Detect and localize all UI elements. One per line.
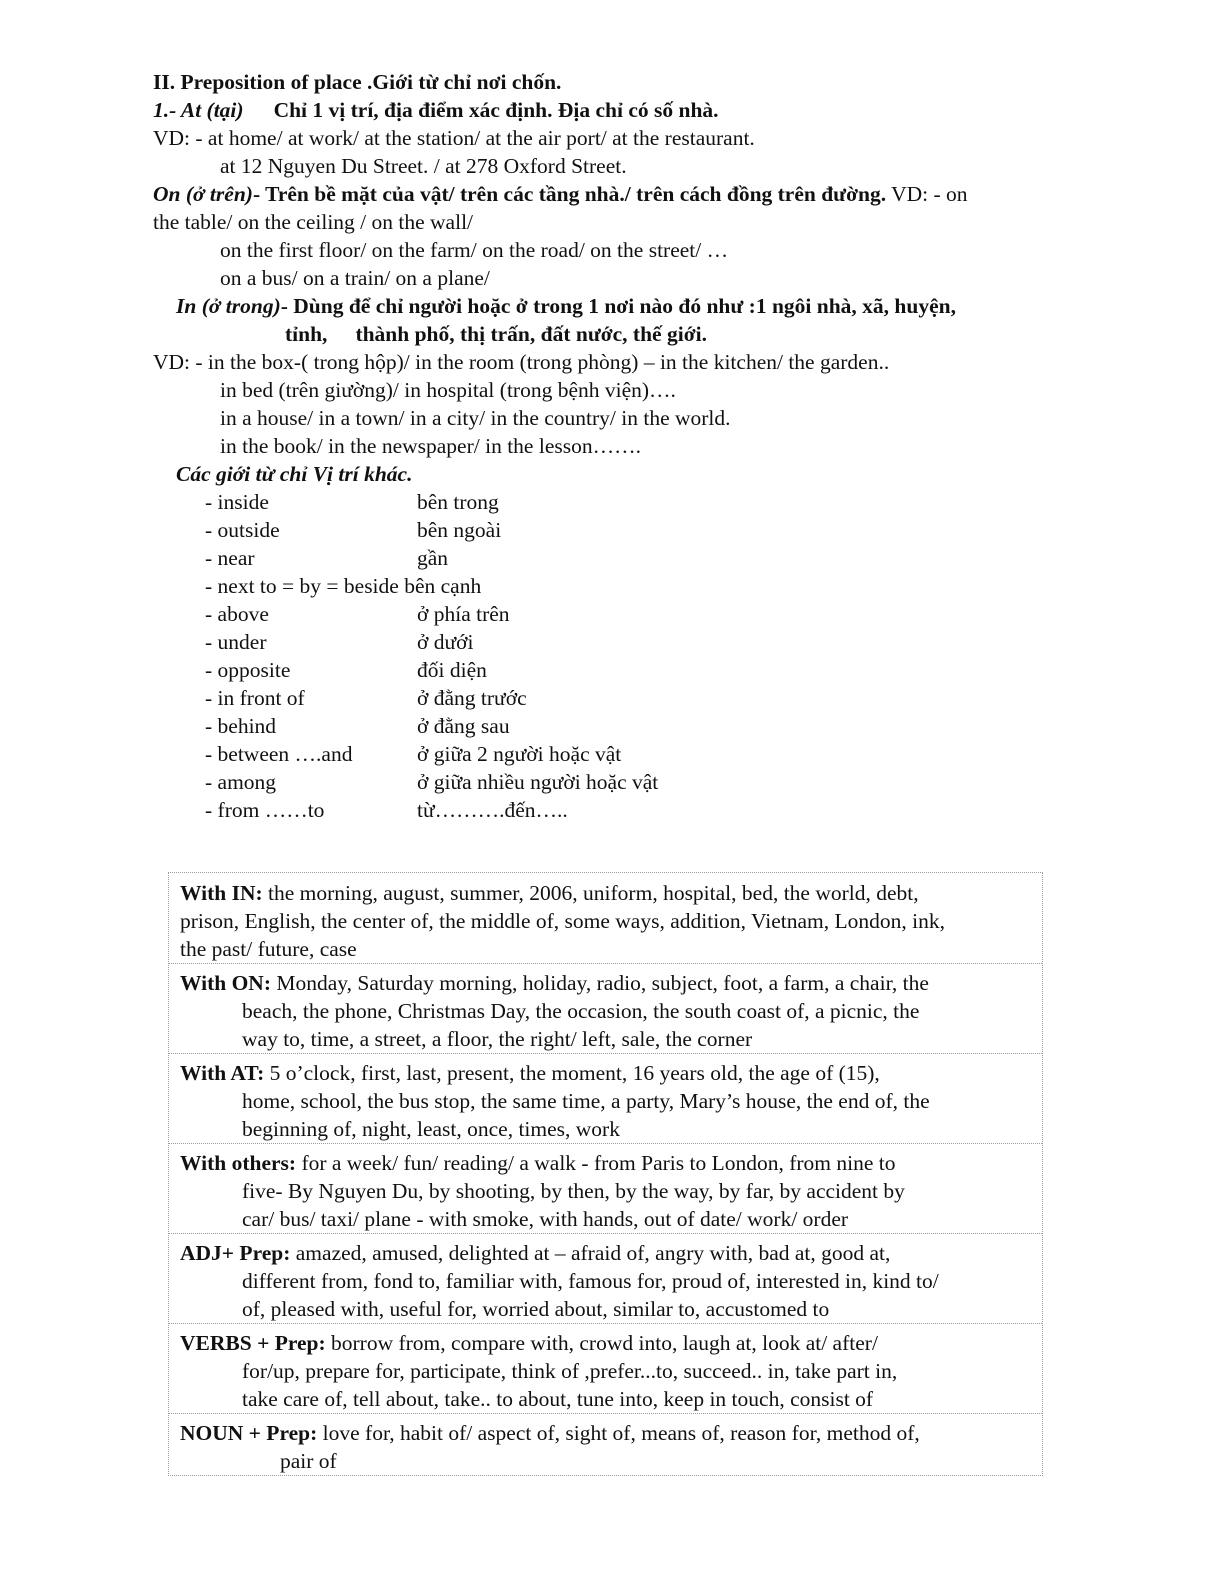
in-example-4: in the book/ in the newspaper/ in the lesson……. [220,434,641,458]
list-item [205,600,1073,628]
preposition-vi: ở giữa nhiều người hoặc vật [417,770,659,794]
on-description: - Trên bề mặt của vật/ trên các tầng nhà./ trên cách đồng trên đường. [252,182,887,206]
on-heading-line [153,180,1073,208]
list-item [205,628,1073,656]
table-row [169,873,1042,963]
row-text: different from, fond to, familiar with, famous for, proud of, interested in, kind to/ [242,1269,939,1293]
row-label: With others: [180,1151,297,1175]
preposition-vi: ở giữa 2 người hoặc vật [417,742,622,766]
row-text: prison, English, the center of, the middle of, some ways, addition, Vietnam, London, ink, [180,909,946,933]
row-text: amazed, amused, delighted at – afraid of, angry with, bad at, good at, [295,1241,891,1265]
preposition-vi: bên trong [417,490,499,514]
preposition-vi: từ……….đến….. [417,798,568,822]
row-text: borrow from, compare with, crowd into, laugh at, look at/ after/ [331,1331,878,1355]
row-text: take care of, tell about, take.. to about, tune into, keep in touch, consist of [242,1387,874,1411]
preposition-en: - under [205,630,267,654]
row-text: five- By Nguyen Du, by shooting, by then, by the way, by far, by accident by [242,1179,905,1203]
preposition-vi: ở đằng trước [417,686,527,710]
list-item [205,712,1073,740]
preposition-en: - opposite [205,658,291,682]
in-label: In (ở trong) [176,294,281,318]
table-row [169,1323,1042,1413]
row-text: for a week/ fun/ reading/ a walk - from Paris to London, from nine to [301,1151,896,1175]
at-label: 1.- At (tại) [153,98,244,122]
row-text: the morning, august, summer, 2006, uniform, hospital, bed, the world, debt, [268,881,919,905]
preposition-vi: gần [417,546,449,570]
row-text: of, pleased with, useful for, worried about, similar to, accustomed to [242,1297,830,1321]
list-item [205,544,1073,572]
preposition-vi: ở đằng sau [417,714,510,738]
preposition-en: - among [205,770,277,794]
row-label: ADJ+ Prep: [180,1241,291,1265]
list-item [205,572,1073,600]
on-example-3: on a bus/ on a train/ on a plane/ [220,266,490,290]
list-item [205,656,1073,684]
row-text: the past/ future, case [180,937,357,961]
preposition-en: - between ….and [205,742,353,766]
list-item [205,796,1073,824]
in-example-1: VD: - in the box-( trong hộp)/ in the room (trong phòng) – in the kitchen/ the garden.. [153,350,890,374]
row-text: car/ bus/ taxi/ plane - with smoke, with hands, out of date/ work/ order [242,1207,849,1231]
in-description-1: - Dùng để chỉ người hoặc ở trong 1 nơi nào đó như :1 ngôi nhà, xã, huyện, [280,294,956,318]
list-item [205,488,1073,516]
preposition-vi: ở phía trên [417,602,510,626]
in-example-2: in bed (trên giường)/ in hospital (trong bệnh viện)…. [220,378,676,402]
preposition-vi: bên ngoài [417,518,502,542]
preposition-en: - inside [205,490,269,514]
row-label: VERBS + Prep: [180,1331,326,1355]
row-text: way to, time, a street, a floor, the right/ left, sale, the corner [242,1027,753,1051]
in-example-3: in a house/ in a town/ in a city/ in the country/ in the world. [220,406,731,430]
at-example-1: VD: - at home/ at work/ at the station/ at the air port/ at the restaurant. [153,126,755,150]
table-row [169,1413,1042,1475]
preposition-vi: đối diện [417,658,487,682]
preposition-en: - above [205,602,269,626]
at-description: Chỉ 1 vị trí, địa điểm xác định. Địa chỉ có số nhà. [273,98,719,122]
in-description-2 [153,320,1073,348]
row-text: 5 o’clock, first, last, present, the moment, 16 years old, the age of (15), [269,1061,880,1085]
at-heading-line [153,96,1073,124]
in-heading-line [153,292,1073,320]
preposition-en: - near [205,546,255,570]
preposition-en: - behind [205,714,277,738]
row-text: for/up, prepare for, participate, think of ,prefer...to, succeed.. in, take part in, [242,1359,898,1383]
on-label: On (ở trên) [153,182,253,206]
row-text: beach, the phone, Christmas Day, the occasion, the south coast of, a picnic, the [242,999,920,1023]
row-label: With IN: [180,881,263,905]
in-description-2a: tỉnh, [285,322,328,346]
section-title: II. Preposition of place .Giới từ chỉ nơi chốn. [153,70,562,94]
row-text: pair of [280,1449,337,1473]
row-text: home, school, the bus stop, the same time, a party, Mary’s house, the end of, the [242,1089,930,1113]
table-row [169,1143,1042,1233]
preposition-en: - in front of [205,686,305,710]
table-row [169,1053,1042,1143]
preposition-en: - outside [205,518,280,542]
preposition-en: - from ……to [205,798,325,822]
row-label: With AT: [180,1061,265,1085]
table-row [169,963,1042,1053]
on-example-1b: the table/ on the ceiling / on the wall/ [153,210,474,234]
row-text: beginning of, night, least, once, times, work [242,1117,620,1141]
on-example-1a: VD: - on [891,182,968,206]
preposition-vi: ở dưới [417,630,474,654]
collocation-table [168,872,1043,1476]
list-item [205,516,1073,544]
preposition-list [205,488,1073,824]
preposition-en: - next to = by = beside bên cạnh [205,574,482,598]
document-page [153,68,1073,824]
list-item [205,768,1073,796]
row-text: Monday, Saturday morning, holiday, radio, subject, foot, a farm, a chair, the [276,971,929,995]
in-description-2b: thành phố, thị trấn, đất nước, thế giới. [355,322,707,346]
other-prepositions-title: Các giới từ chỉ Vị trí khác. [176,462,413,486]
list-item [205,740,1073,768]
row-label: NOUN + Prep: [180,1421,318,1445]
row-label: With ON: [180,971,271,995]
list-item [205,684,1073,712]
at-example-2: at 12 Nguyen Du Street. / at 278 Oxford Street. [220,154,627,178]
on-example-2: on the first floor/ on the farm/ on the road/ on the street/ … [220,238,729,262]
row-text: love for, habit of/ aspect of, sight of, means of, reason for, method of, [322,1421,920,1445]
table-row [169,1233,1042,1323]
